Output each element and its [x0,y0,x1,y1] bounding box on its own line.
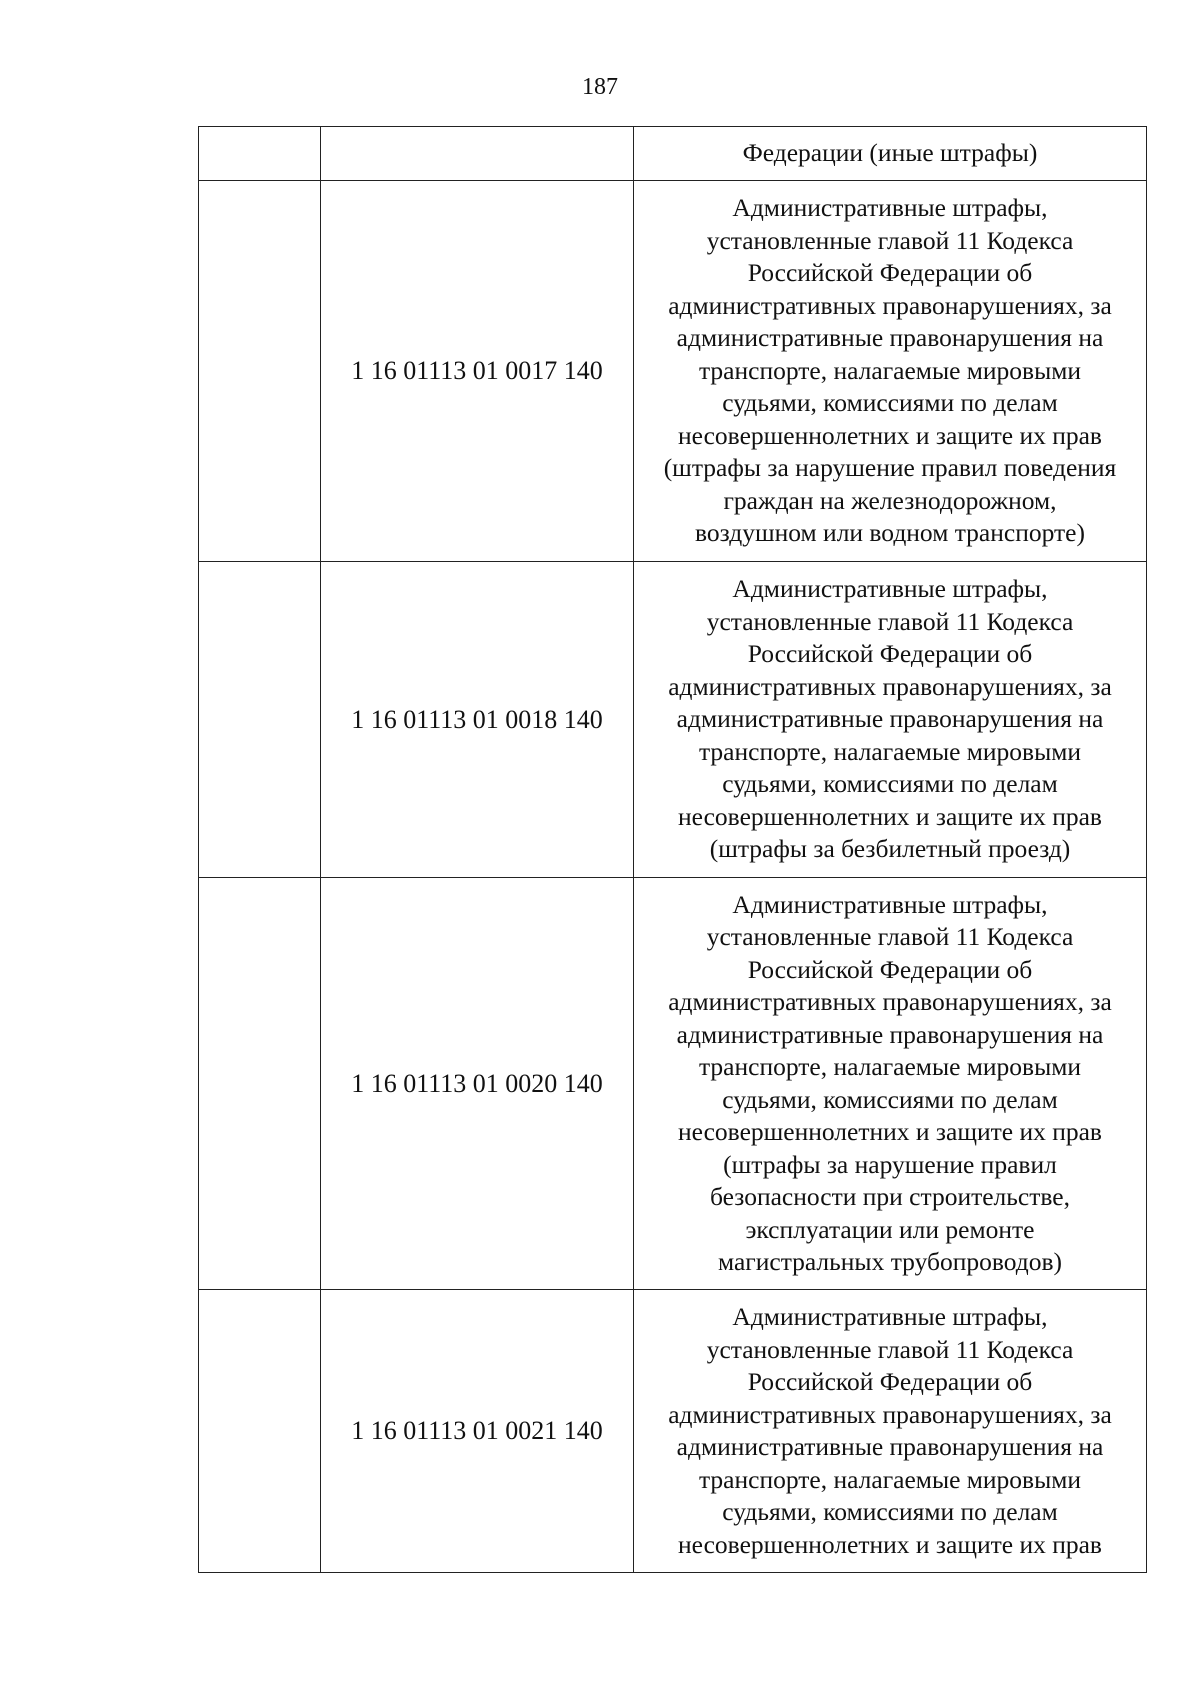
description-line: эксплуатации или ремонте [745,1214,1035,1244]
description-line: граждан на железнодорожном, [723,485,1057,515]
cell-code: 1 16 01113 01 0018 140 [321,562,634,878]
description-line: административные правонарушения на [676,1019,1104,1049]
cell-index [199,1290,321,1573]
description-line: Российской Федерации об [747,1367,1033,1396]
budget-codes-table [198,126,1147,1573]
description-line: (штрафы за нарушение правил поведения [663,453,1117,483]
description-line: Административные штрафы, [732,193,1048,223]
table-row [199,181,1147,562]
description-line: административные правонарушения на [676,704,1104,734]
description-line: Административные штрафы, [732,574,1048,604]
description-line: несовершеннолетних и защите их прав [678,1117,1102,1146]
table-row-continuation [199,127,1147,181]
cell-description [634,127,1147,181]
description-line: административные правонарушения на [676,323,1104,353]
cell-code [321,127,634,181]
table-row [199,1290,1147,1573]
description-line: судьями, комиссиями по делам [722,1084,1058,1114]
description-line: установленные главой 11 Кодекса [706,225,1074,255]
description-line: транспорте, налагаемые мировыми [698,355,1082,385]
description-line: транспорте, налагаемые мировыми [698,1464,1082,1494]
description-line: административных правонарушениях, за [668,290,1112,320]
description-line: Федерации (иные штрафы) [742,138,1038,168]
description-line: административных правонарушениях, за [668,671,1112,701]
description-line: транспорте, налагаемые мировыми [698,736,1082,766]
description-line: (штрафы за безбилетный проезд) [709,834,1071,864]
cell-index [199,562,321,878]
cell-description [634,181,1147,562]
description-line: Административные штрафы, [732,1302,1048,1331]
description-line: административных правонарушениях, за [668,987,1112,1016]
cell-code: 1 16 01113 01 0017 140 [321,181,634,562]
cell-index [199,181,321,562]
description-line: Российской Федерации об [747,639,1033,669]
description-line: транспорте, налагаемые мировыми [698,1052,1082,1081]
description-line: Российской Федерации об [747,258,1033,288]
cell-description [634,878,1147,1290]
cell-description [634,1290,1147,1573]
description-line: установленные главой 11 Кодекса [706,1334,1074,1364]
description-line: установленные главой 11 Кодекса [706,922,1074,951]
description-line: несовершеннолетних и защите их прав [678,801,1102,831]
description-line: магистральных трубопроводов) [717,1247,1062,1276]
description-line: административные правонарушения на [676,1432,1104,1461]
page-number: 187 [582,74,618,100]
description-line: воздушном или водном транспорте) [695,518,1085,548]
description-line: судьями, комиссиями по делам [722,769,1058,799]
description-line: Российской Федерации об [747,954,1033,984]
description-line: судьями, комиссиями по делам [722,388,1058,418]
description-line: (штрафы за нарушение правил [723,1149,1057,1179]
table-row [199,562,1147,878]
cell-index [199,127,321,181]
description-line: административных правонарушениях, за [668,1399,1112,1429]
description-line: безопасности при строительстве, [710,1182,1070,1211]
description-line: Административные штрафы, [732,889,1048,919]
table-row [199,878,1147,1290]
cell-index [199,878,321,1290]
cell-code: 1 16 01113 01 0020 140 [321,878,634,1290]
description-line: несовершеннолетних и защите их прав [678,420,1102,450]
cell-description [634,562,1147,878]
description-line: судьями, комиссиями по делам [722,1497,1058,1526]
description-line: установленные главой 11 Кодекса [706,606,1074,636]
cell-code: 1 16 01113 01 0021 140 [321,1290,634,1573]
description-line: несовершеннолетних и защите их прав [678,1529,1102,1559]
